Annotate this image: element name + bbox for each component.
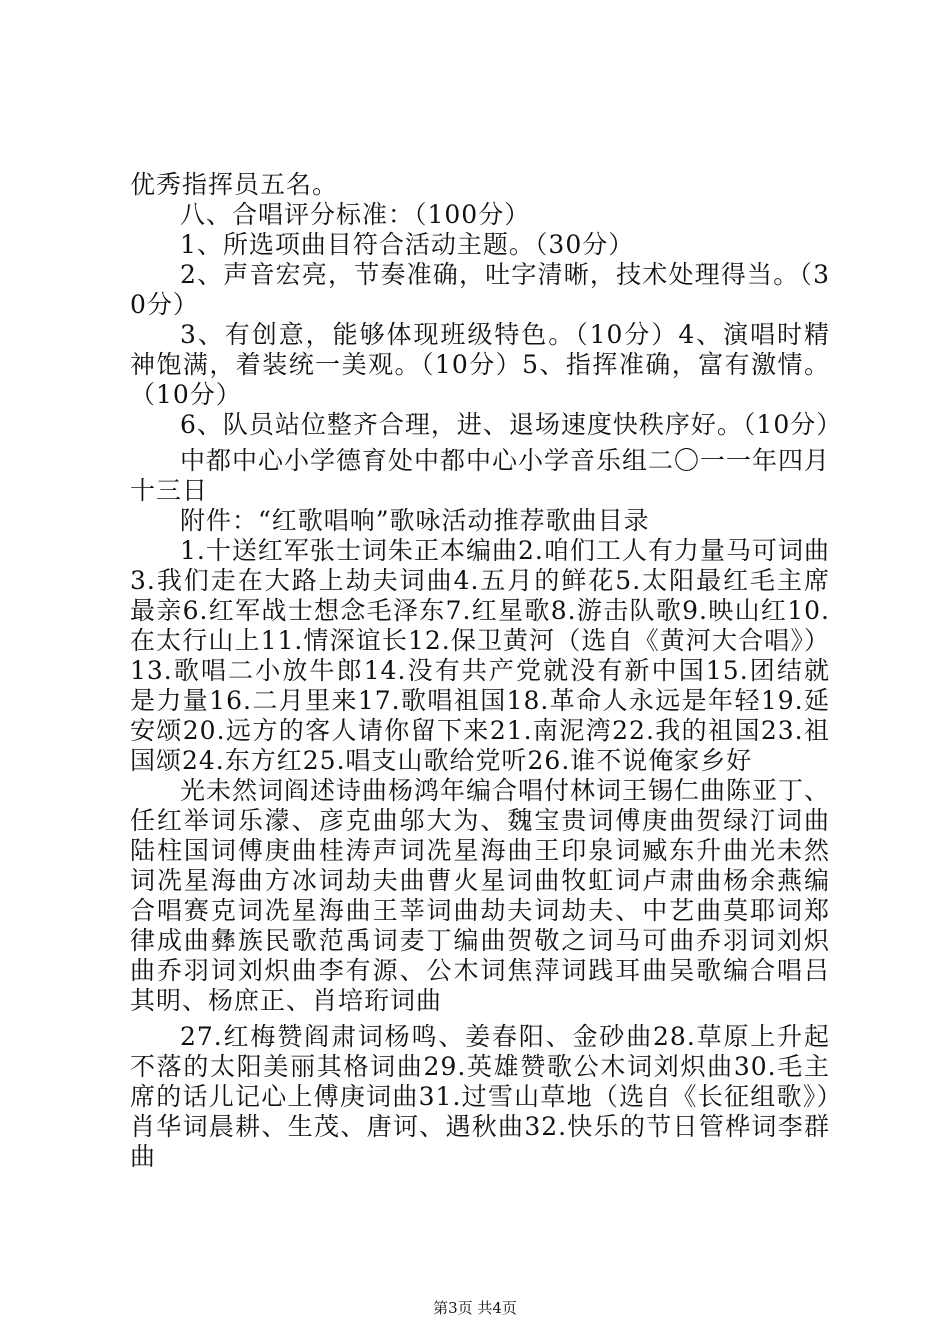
- paragraph-criterion-6: 6、队员站位整齐合理，进、退场速度快秩序好。（10分）: [180, 410, 843, 439]
- paragraph-criterion-2: 2、声音宏亮，节奏准确，吐字清晰，技术处理得当。（30分）: [130, 260, 830, 319]
- paragraph-criterion-1: 1、所选项曲目符合活动主题。（30分）: [180, 230, 635, 259]
- paragraph-scoring-heading: 八、合唱评分标准：（100分）: [180, 200, 531, 229]
- paragraph-criteria-3-5: 3、有创意，能够体现班级特色。（10分）4、演唱时精神饱满，着装统一美观。（10分）5、指挥准确，富有激情。（10分）: [130, 320, 830, 409]
- paragraph-song-list-1-26: 1.十送红军张士词朱正本编曲2.咱们工人有力量马可词曲3.我们走在大路上劫夫词曲4.五月的鲜花5.太阳最红毛主席最亲6.红军战士想念毛泽东7.红星歌8.游击队歌9.映山红10.在太行山上11.情深谊长12.保卫黄河（选自《黄河大合唱》）13.歌唱二小放牛郎14.没有共产党就没有新中国15.团结就是力量16.二月里来17.歌唱祖国18.革命人永远是年轻19.延安颂20.远方的客人请你留下来21.南泥湾22.我的祖国23.祖国颂24.东方红25.唱支山歌给党听26.谁不说俺家乡好: [130, 536, 830, 775]
- paragraph-song-list-27-32: 27.红梅赞阎肃词杨鸣、姜春阳、金砂曲28.草原上升起不落的太阳美丽其格词曲29.英雄赞歌公木词刘炽曲30.毛主席的话儿记心上傅庚词曲31.过雪山草地（选自《长征组歌》）肖华词晨耕、生茂、唐诃、遇秋曲32.快乐的节日管桦词李群曲: [130, 1022, 830, 1171]
- page-number-footer: 第3页 共4页: [433, 1299, 517, 1317]
- paragraph-signature-date: 中都中心小学德育处中都中心小学音乐组二〇一一年四月十三日: [130, 446, 831, 505]
- paragraph-song-credits: 光未然词阎述诗曲杨鸿年编合唱付林词王锡仁曲陈亚丁、任红举词乐濛、彦克曲邬大为、魏宝贵词傅庚曲贺绿汀词曲陆柱国词傅庚曲桂涛声词冼星海曲王印泉词臧东升曲光未然词冼星海曲方冰词劫夫曲曹火星词曲牧虹词卢肃曲杨余燕编合唱赛克词冼星海曲王莘词曲劫夫词劫夫、中艺曲莫耶词郑律成曲彝族民歌范禹词麦丁编曲贺敬之词马可曲乔羽词刘炽曲乔羽词刘炽曲李有源、公木词焦萍词践耳曲吴歌编合唱吕其明、杨庶正、肖培珩词曲: [130, 776, 831, 1015]
- document-body: [130, 170, 843, 1172]
- paragraph-attachment-title: 附件：“红歌唱响”歌咏活动推荐歌曲目录: [180, 506, 650, 535]
- paragraph-excellent-conductors: 优秀指挥员五名。: [130, 170, 339, 199]
